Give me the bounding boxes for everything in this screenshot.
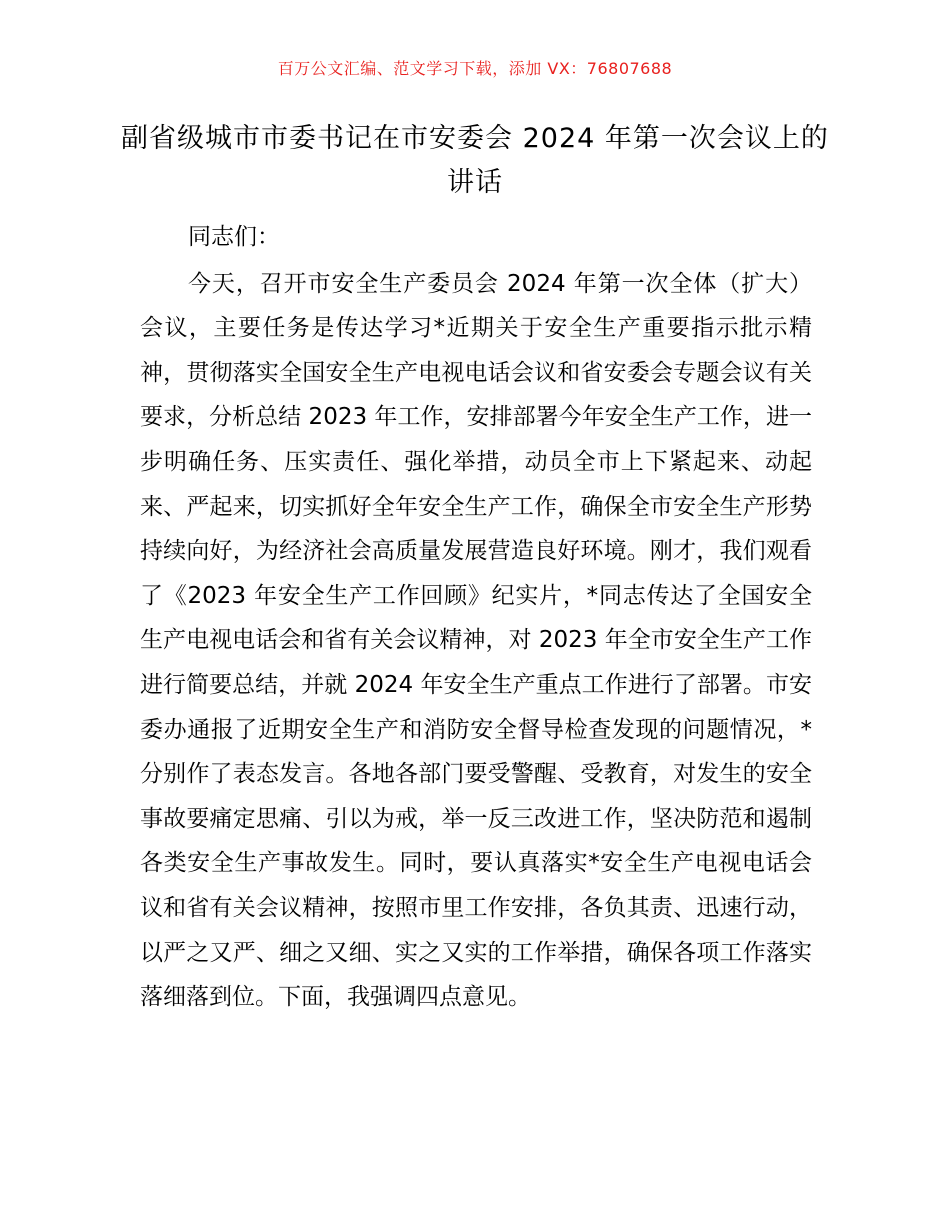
header-promo-note: 百万公文汇编、范文学习下载，添加 VX：76807688: [277, 59, 673, 78]
salutation: 同志们：: [188, 224, 280, 250]
document-title: 副省级城市市委书记在市安委会 2024 年第一次会议上的讲话: [121, 123, 829, 198]
document-body: [140, 215, 812, 1020]
body-paragraph: 今天，召开市安全生产委员会 2024 年第一次全体（扩大）会议，主要任务是传达学习*近期关于安全生产重要指示批示精神，贯彻落实全国安全生产电视电话会议和省安委会专题会议有关要求，分析总结 2023 年工作，安排部署今年安全生产工作，进一步明确任务、压实责任、强化举措，动员全市上下紧起来、动起来、严起来，切实抓好全年安全生产工作，确保全市安全生产形势持续向好，为经济社会高质量发展营造良好环境。刚才，我们观看了《2023 年安全生产工作回顾》纪实片，*同志传达了全国安全生产电视电话会和省有关会议精神，对 2023 年全市安全生产工作进行简要总结，并就 2024 年安全生产重点工作进行了部署。市安委办通报了近期安全生产和消防安全督导检查发现的问题情况，*分别作了表态发言。各地各部门要受警醒、受教育，对发生的安全事故要痛定思痛、引以为戒，举一反三改进工作，坚决防范和遏制各类安全生产事故发生。同时，要认真落实*安全生产电视电话会议和省有关会议精神，按照市里工作安排，各负其责、迅速行动，以严之又严、细之又细、实之又实的工作举措，确保各项工作落实落细落到位。下面，我强调四点意见。: [140, 270, 812, 1011]
